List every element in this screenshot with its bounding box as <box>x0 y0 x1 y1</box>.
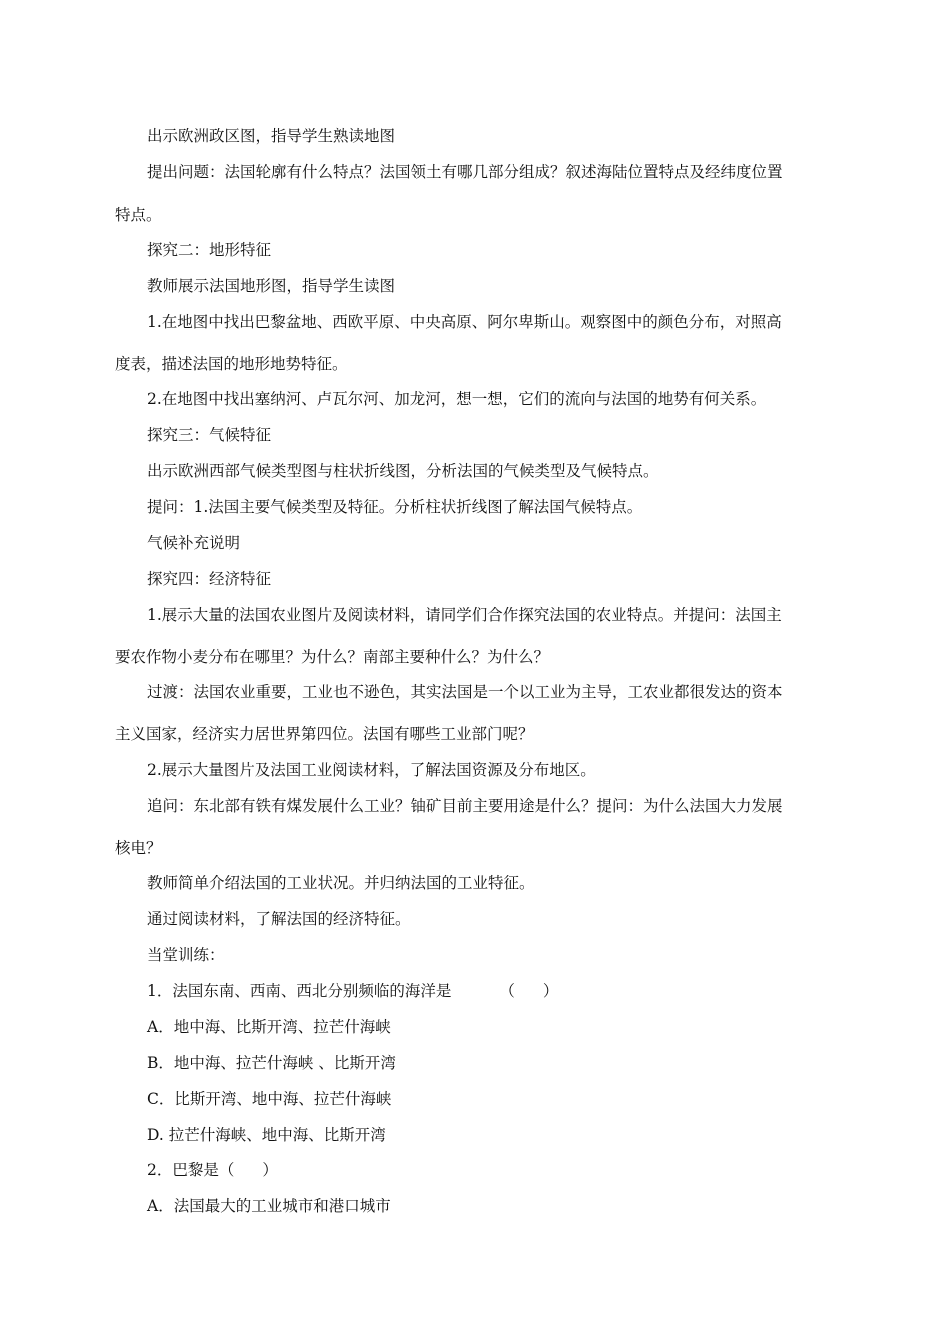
option-c: C．比斯开湾、地中海、拉芒什海峡 <box>147 1090 392 1108</box>
section-heading: 探究二：地形特征 <box>147 241 272 259</box>
paragraph-line: 过渡：法国农业重要，工业也不逊色，其实法国是一个以工业为主导，工农业都很发达的资本 <box>147 683 783 701</box>
paragraph-line: 2.在地图中找出塞纳河、卢瓦尔河、加龙河，想一想，它们的流向与法国的地势有何关系。 <box>147 390 767 408</box>
paragraph-line: 1.在地图中找出巴黎盆地、西欧平原、中央高原、阿尔卑斯山。观察图中的颜色分布，对照高 <box>147 313 782 331</box>
question-1 <box>147 981 558 1001</box>
paragraph-line: 提出问题：法国轮廓有什么特点？法国领土有哪几部分组成？叙述海陆位置特点及经纬度位置 <box>147 163 783 181</box>
question-2 <box>147 1160 278 1180</box>
answer-paren-close: ） <box>542 982 559 1000</box>
option-a: A．法国最大的工业城市和港口城市 <box>147 1197 391 1215</box>
paragraph-line: 特点。 <box>115 206 162 224</box>
paragraph-line: 教师展示法国地形图，指导学生读图 <box>147 277 396 295</box>
paragraph-line: 要农作物小麦分布在哪里？为什么？南部主要种什么？为什么？ <box>115 648 550 666</box>
question-stem: 2．巴黎是（ <box>147 1161 235 1179</box>
answer-paren-open: （ <box>499 982 515 1000</box>
paragraph-line: 1.展示大量的法国农业图片及阅读材料，请同学们合作探究法国的农业特点。并提问：法国主 <box>147 606 782 624</box>
answer-paren-close: ） <box>262 1161 278 1179</box>
paragraph-line: 出示欧洲政区图，指导学生熟读地图 <box>147 127 396 145</box>
paragraph-line: 度表，描述法国的地形地势特征。 <box>115 355 348 373</box>
paragraph-line: 气候补充说明 <box>147 534 241 552</box>
option-b: B．地中海、拉芒什海峡 、比斯开湾 <box>147 1054 396 1072</box>
paragraph-line: 主义国家，经济实力居世界第四位。法国有哪些工业部门呢？ <box>115 725 534 743</box>
paragraph-line: 教师简单介绍法国的工业状况。并归纳法国的工业特征。 <box>147 874 535 892</box>
option-a: A．地中海、比斯开湾、拉芒什海峡 <box>147 1018 391 1036</box>
section-heading: 当堂训练： <box>147 946 225 964</box>
option-d: D. 拉芒什海峡、地中海、比斯开湾 <box>147 1126 386 1144</box>
section-heading: 探究三：气候特征 <box>147 426 272 444</box>
paragraph-line: 通过阅读材料，了解法国的经济特征。 <box>147 910 411 928</box>
paragraph-line: 提问：1.法国主要气候类型及特征。分析柱状折线图了解法国气候特点。 <box>147 498 643 516</box>
paragraph-line: 追问：东北部有铁有煤发展什么工业？铀矿目前主要用途是什么？提问：为什么法国大力发展 <box>147 797 783 815</box>
paragraph-line: 2.展示大量图片及法国工业阅读材料，了解法国资源及分布地区。 <box>147 761 596 779</box>
question-stem: 1．法国东南、西南、西北分别频临的海洋是 <box>147 982 452 1000</box>
paragraph-line: 出示欧洲西部气候类型图与柱状折线图，分析法国的气候类型及气候特点。 <box>147 462 659 480</box>
section-heading: 探究四：经济特征 <box>147 570 272 588</box>
paragraph-line: 核电？ <box>115 839 162 857</box>
